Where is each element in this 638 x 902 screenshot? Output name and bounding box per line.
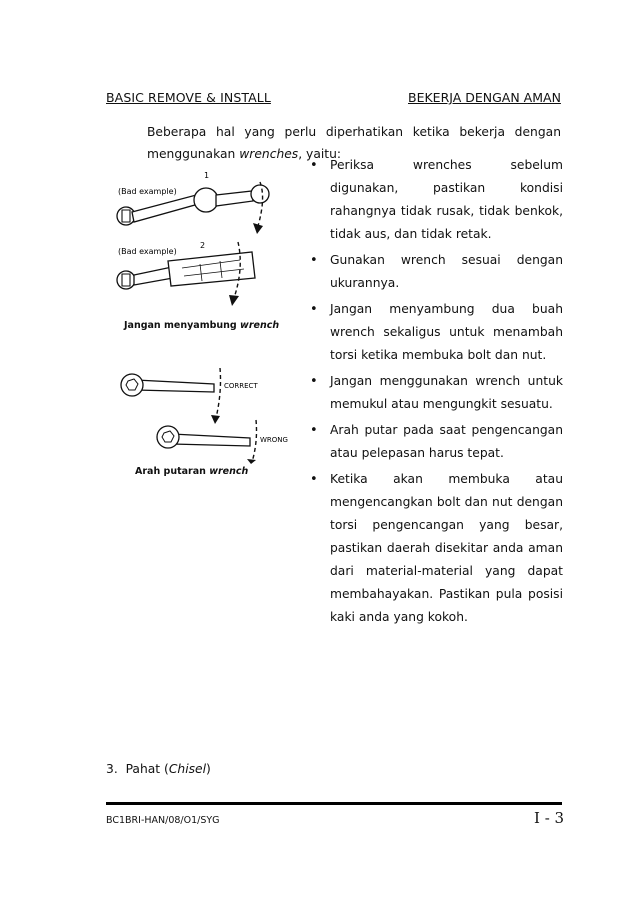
bullet-item: • Ketika akan membuka atau mengencangkan bolt dan nut dengan torsi pengencangan yang besar, pastikan daerah disekitar anda aman dari material-material yang dapat membahayakan. Pastikan pula posisi kaki anda yang kokoh. [308, 468, 563, 629]
bullet-item: • Jangan menyambung dua buah wrench sekaligus untuk menambah torsi ketika membuka bolt dan nut. [308, 298, 563, 367]
bullet-item: • Jangan menggunakan wrench untuk memukul atau mengungkit sesuatu. [308, 370, 563, 416]
bullet-item: • Gunakan wrench sesuai dengan ukurannya. [308, 249, 563, 295]
figure-number-2: 2 [200, 241, 206, 250]
header-left: BASIC REMOVE & INSTALL [106, 90, 271, 105]
bad-example-label-1: (Bad example) [118, 187, 177, 196]
intro-paragraph: Beberapa hal yang perlu diperhatikan ketika bekerja dengan menggunakan wrenches, yaitu: [147, 125, 561, 161]
figure2-caption: Arah putaran wrench [135, 466, 249, 477]
bullet-item: • Periksa wrenches sebelum digunakan, pastikan kondisi rahangnya tidak rusak, tidak benkok, tidak aus, dan tidak retak. [308, 154, 563, 246]
footer-divider [106, 802, 562, 805]
intro-emphasis: wrenches [239, 147, 299, 161]
bad-example-label-2: (Bad example) [118, 247, 177, 256]
wrench-rotation-illustration [116, 362, 288, 464]
figure1-caption: Jangan menyambung wrench [124, 320, 280, 331]
bullet-list [308, 154, 563, 632]
footer-doc-code: BC1BRI-HAN/08/O1/SYG [106, 815, 220, 826]
header-right: BEKERJA DENGAN AMAN [408, 90, 561, 105]
section-3-heading: 3. Pahat (Chisel) [106, 762, 211, 776]
wrong-label: WRONG [260, 436, 288, 444]
bullet-item: • Arah putar pada saat pengencangan atau pelepasan harus tepat. [308, 419, 563, 465]
correct-label: CORRECT [224, 382, 258, 390]
figure-number-1: 1 [204, 171, 210, 180]
page-number: I - 3 [534, 809, 565, 827]
wrench-extension-illustration [112, 168, 287, 310]
